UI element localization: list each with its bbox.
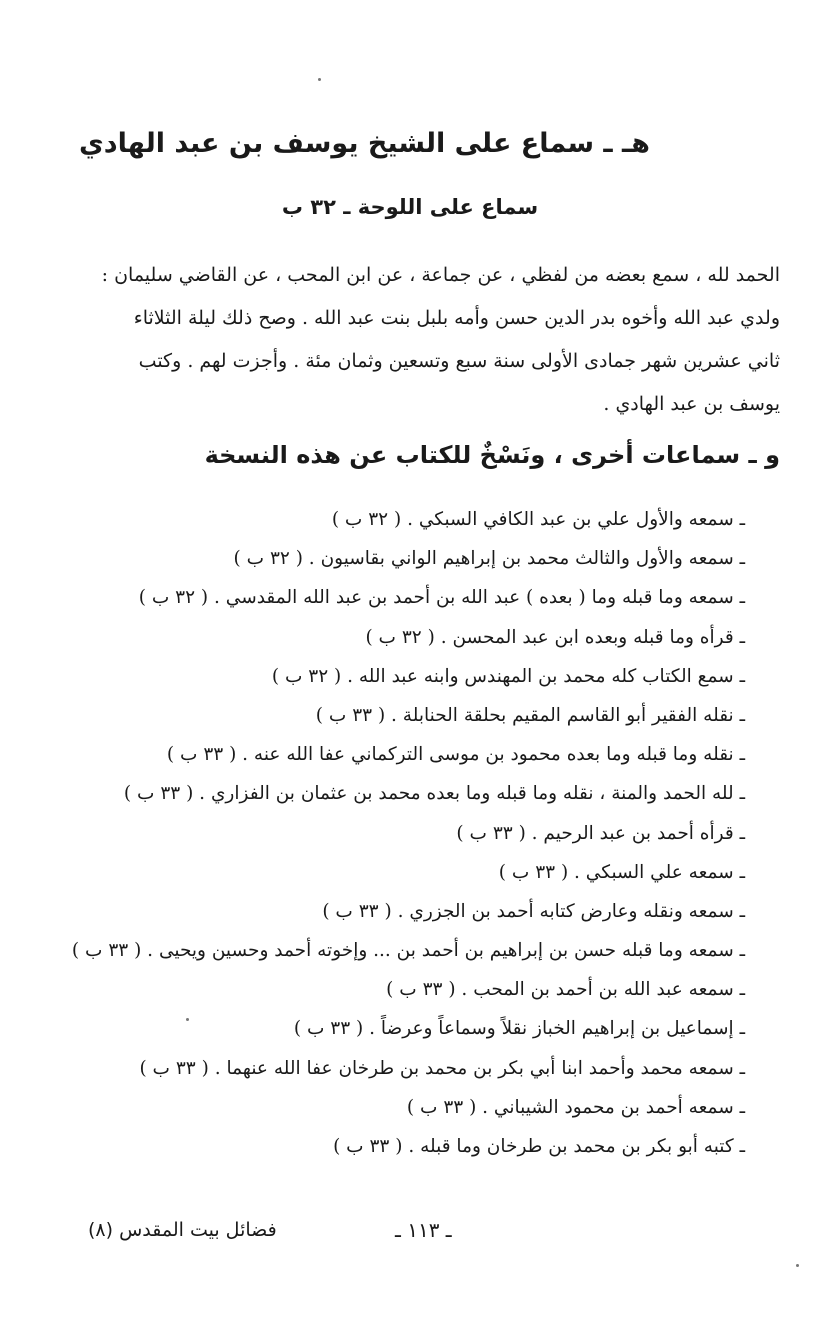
page-number: ـ ١١٣ ـ [395, 1218, 452, 1242]
scan-speck [186, 1018, 189, 1021]
list-item: ـ سمعه عبد الله بن أحمد بن المحب . ( ٣٣ ب ) [386, 979, 745, 1001]
list-item: ـ لله الحمد والمنة ، نقله وما قبله وما بعده محمد بن عثمان بن الفزاري . ( ٣٣ ب ) [123, 783, 745, 805]
scan-speck [796, 1264, 799, 1267]
page-footer [0, 1210, 820, 1250]
paragraph-line: الحمد لله ، سمع بعضه من لفظي ، عن جماعة ، عن ابن المحب ، عن القاضي سليمان : [101, 264, 780, 286]
samaat-list [45, 500, 745, 1166]
list-item: ـ سمعه والأول والثالث محمد بن إبراهيم الواني بقاسيون . ( ٣٢ ب ) [233, 548, 745, 570]
section-subheading: سماع على اللوحة ـ ٣٢ ب [281, 195, 539, 219]
paragraph-line: ولدي عبد الله وأخوه بدر الدين حسن وأمه بلبل بنت عبد الله . وصح ذلك ليلة الثلاثاء [133, 307, 780, 329]
list-item: ـ سمعه ونقله وعارض كتابه أحمد بن الجزري . ( ٣٣ ب ) [322, 900, 745, 922]
book-title: فضائل بيت المقدس (٨) [88, 1219, 277, 1241]
list-item: ـ سمع الكتاب كله محمد بن المهندس وابنه عبد الله . ( ٣٢ ب ) [271, 665, 745, 687]
list-item: ـ سمعه وما قبله حسن بن إبراهيم بن أحمد بن ... وإخوته أحمد وحسين ويحيى . ( ٣٣ ب ) [71, 940, 745, 962]
list-item: ـ سمعه والأول علي بن عبد الكافي السبكي . ( ٣٢ ب ) [331, 509, 745, 530]
list-item: ـ قرأه أحمد بن عبد الرحيم . ( ٣٣ ب ) [456, 822, 745, 844]
list-item: ـ سمعه أحمد بن محمود الشيباني . ( ٣٣ ب ) [406, 1096, 745, 1118]
sama-paragraph [60, 254, 780, 426]
list-item: ـ سمعه وما قبله وما ( بعده ) عبد الله بن أحمد بن عبد الله المقدسي . ( ٣٢ ب ) [138, 587, 745, 609]
list-item: ـ إسماعيل بن إبراهيم الخباز نقلاً وسماعاً وعرضاً . ( ٣٣ ب ) [293, 1018, 745, 1040]
list-item: ـ سمعه علي السبكي . ( ٣٣ ب ) [498, 861, 745, 883]
paragraph-line: ثاني عشرين شهر جمادى الأولى سنة سبع وتسعين وثمان مئة . وأجزت لهم . وكتب [138, 350, 780, 372]
scan-speck [318, 78, 321, 81]
list-item: ـ نقله وما قبله وما بعده محمود بن موسى التركماني عفا الله عنه . ( ٣٣ ب ) [166, 744, 745, 766]
paragraph-line: يوسف بن عبد الهادي . [603, 393, 780, 415]
list-item: ـ نقله الفقير أبو القاسم المقيم بحلقة الحنابلة . ( ٣٣ ب ) [315, 704, 745, 726]
section-heading-h: هـ ـ سماع على الشيخ يوسف بن عبد الهادي [79, 128, 650, 159]
list-item: ـ قرأه وما قبله وبعده ابن عبد المحسن . ( ٣٢ ب ) [365, 626, 745, 648]
list-item: ـ كتبه أبو بكر بن محمد بن طرخان وما قبله . ( ٣٣ ب ) [333, 1136, 745, 1157]
list-item: ـ سمعه محمد وأحمد ابنا أبي بكر بن محمد بن طرخان عفا الله عنهما . ( ٣٣ ب ) [139, 1057, 745, 1079]
section-heading-w: و ـ سماعات أخرى ، ونَسْخٌ للكتاب عن هذه النسخة [204, 441, 780, 469]
